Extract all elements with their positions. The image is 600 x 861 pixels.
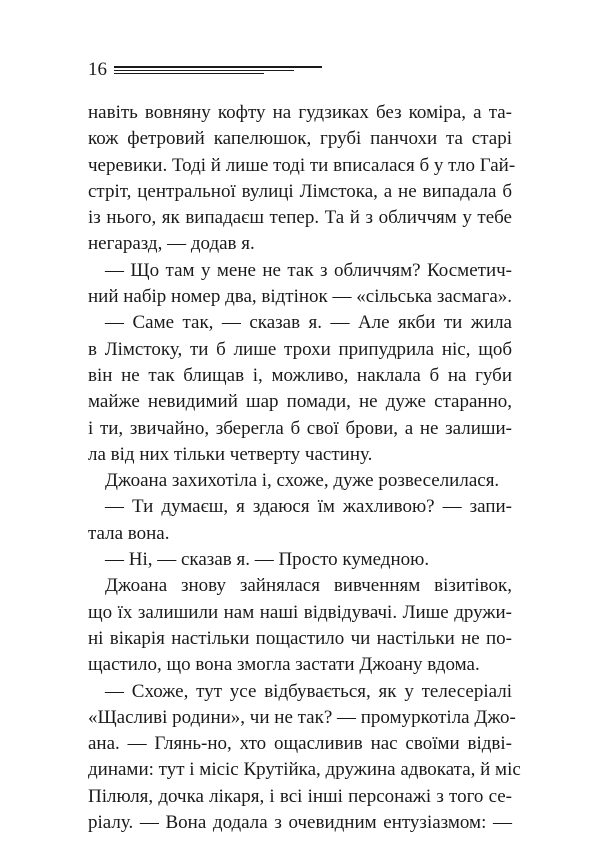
text-line: — Ні, — сказав я. — Просто кумедною. [105,549,430,571]
header-rule [114,73,264,74]
text-line: ні вікарія настільки пощастило чи настільки не по- [88,627,512,649]
text-line: ана. — Глянь-но, хто ощасливив нас своїми відві- [88,733,512,755]
text-line: ний набір номер два, відтінок — «сільська засмага». [88,286,513,308]
text-line: негаразд, — додав я. [88,233,255,255]
text-line: кож фетровий капелюшок, грубі панчохи та старі [88,128,512,150]
header-rule [114,66,322,68]
text-line: що їх залишили нам наші відвідувачі. Лише дружи- [88,601,512,623]
text-line: — Схоже, тут усе відбувається, як у телесеріалі [105,680,512,702]
text-line: — Саме так, — сказав я. — Але якби ти жила [105,312,512,334]
page-number: 16 [88,59,107,80]
header-rule [114,70,294,71]
text-line: черевики. Тоді й лише тоді ти вписалася б у тло Гай- [88,154,516,176]
text-line: тала вона. [88,522,170,544]
text-line: і ти, звичайно, зберегла б свої брови, а не залиши- [88,417,512,439]
text-line: динами: тут і місіс Крутійка, дружина адвоката, й міс [88,759,521,781]
text-line: Пілюля, дочка лікаря, і всі інші персонажі з того се- [88,785,512,807]
text-line: ріалу. — Вона додала з очевидним ентузіазмом: — [88,812,512,834]
text-line: «Щасливі родини», чи не так? — промуркотіла Джо- [88,706,516,728]
text-line: Джоана захихотіла і, схоже, дуже розвеселилася. [105,470,500,492]
text-line: він не так блищав і, можливо, наклала б на губи [88,364,512,386]
body-text [88,100,521,836]
text-line: — Ти думаєш, я здаюся їм жахливою? — запи- [105,496,512,518]
text-line: щастило, що вона змогла застати Джоану вдома. [88,654,480,676]
text-line: навіть вовняну кофту на гудзиках без коміра, а та- [88,102,512,123]
page-header [88,58,333,82]
text-line: ла від них тільки четверту частину. [88,443,373,465]
text-line: стріт, центральної вулиці Лімстока, а не випадала б [88,180,512,202]
text-line: в Лімстоку, ти б лише трохи припудрила ніс, щоб [88,338,512,360]
text-line: Джоана знову зайнялася вивченням візитівок, [105,575,512,597]
text-line: — Що там у мене не так з обличчям? Косметич- [105,259,512,281]
text-line: із нього, як випадаєш тепер. Та й з обличчям у тебе [88,207,512,229]
text-line: майже невидимий шар помади, не дуже старанно, [88,391,512,413]
